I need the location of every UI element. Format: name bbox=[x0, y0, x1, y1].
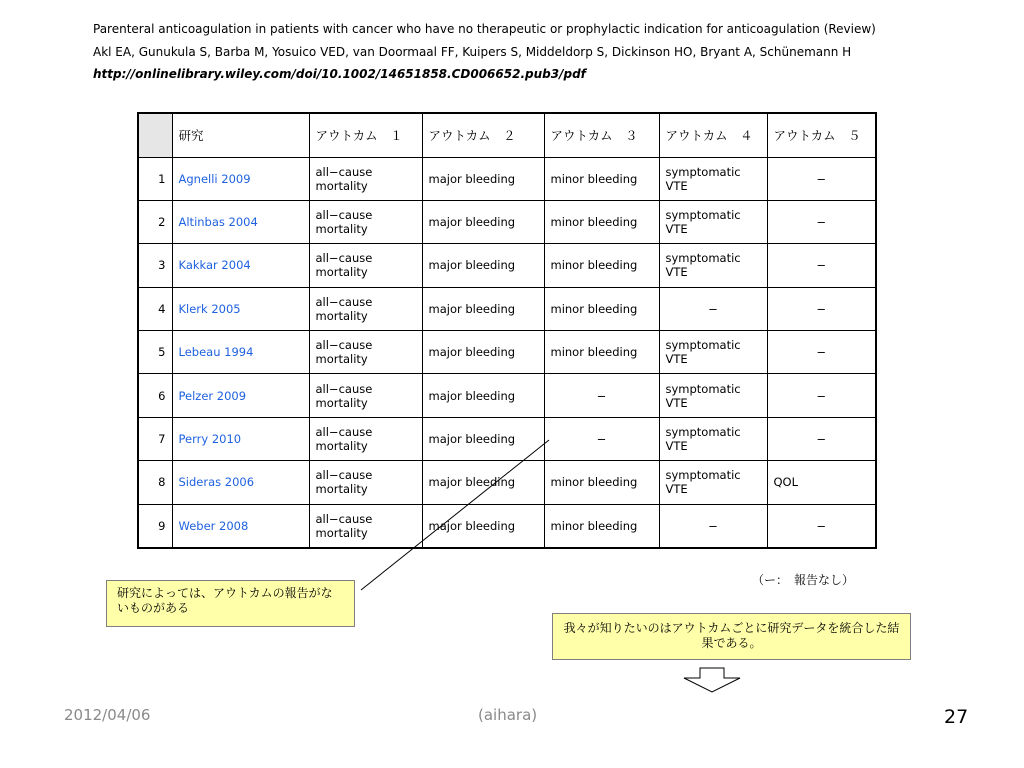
header-cell-outcome-4: アウトカム ４ bbox=[659, 113, 767, 157]
connector-line bbox=[361, 440, 549, 590]
study-name-cell[interactable]: Altinbas 2004 bbox=[172, 200, 309, 243]
row-number-cell: 4 bbox=[138, 287, 172, 330]
study-name-cell[interactable]: Weber 2008 bbox=[172, 504, 309, 547]
outcome-1-cell: all−cause mortality bbox=[309, 200, 422, 243]
outcome-1-cell: all−cause mortality bbox=[309, 244, 422, 287]
outcome-4-cell: symptomatic VTE bbox=[659, 417, 767, 460]
row-number-cell: 9 bbox=[138, 504, 172, 547]
outcome-3-cell: minor bleeding bbox=[544, 461, 659, 504]
study-name-cell[interactable]: Klerk 2005 bbox=[172, 287, 309, 330]
callout-missing-outcomes: 研究によっては、アウトカムの報告がないものがある bbox=[106, 580, 355, 627]
outcome-3-cell: − bbox=[544, 417, 659, 460]
outcome-5-cell: − bbox=[767, 157, 876, 200]
outcome-4-cell: symptomatic VTE bbox=[659, 157, 767, 200]
outcome-1-cell: all−cause mortality bbox=[309, 417, 422, 460]
outcome-4-cell: symptomatic VTE bbox=[659, 331, 767, 374]
callout-goal: 我々が知りたいのはアウトカムごとに研究データを統合した結果である。 bbox=[552, 613, 911, 660]
reference-authors: Akl EA, Gunukula S, Barba M, Yosuico VED, van Doormaal FF, Kuipers S, Middeldorp S, Dickinson HO, Bryant A, Schünemann H bbox=[93, 45, 852, 59]
outcome-2-cell: major bleeding bbox=[422, 157, 544, 200]
outcome-1-cell: all−cause mortality bbox=[309, 374, 422, 417]
reference-url[interactable]: http://onlinelibrary.wiley.com/doi/10.1002/14651858.CD006652.pub3/pdf bbox=[93, 67, 586, 81]
study-name-cell[interactable]: Kakkar 2004 bbox=[172, 244, 309, 287]
outcome-4-cell: symptomatic VTE bbox=[659, 244, 767, 287]
outcome-2-cell: major bleeding bbox=[422, 374, 544, 417]
outcome-5-cell: − bbox=[767, 504, 876, 547]
study-name-cell[interactable]: Pelzer 2009 bbox=[172, 374, 309, 417]
row-number-cell: 5 bbox=[138, 331, 172, 374]
outcome-3-cell: minor bleeding bbox=[544, 157, 659, 200]
row-number-cell: 2 bbox=[138, 200, 172, 243]
footer-date: 2012/04/06 bbox=[64, 706, 151, 724]
outcome-2-cell: major bleeding bbox=[422, 200, 544, 243]
outcome-5-cell: − bbox=[767, 200, 876, 243]
legend-no-report: （ー： 報告なし） bbox=[752, 573, 855, 587]
outcome-3-cell: minor bleeding bbox=[544, 504, 659, 547]
outcome-4-cell: − bbox=[659, 287, 767, 330]
outcome-1-cell: all−cause mortality bbox=[309, 461, 422, 504]
study-name-cell[interactable]: Perry 2010 bbox=[172, 417, 309, 460]
outcome-5-cell: − bbox=[767, 244, 876, 287]
header-cell-outcome-3: アウトカム ３ bbox=[544, 113, 659, 157]
outcome-5-cell: − bbox=[767, 374, 876, 417]
outcome-2-cell: major bleeding bbox=[422, 244, 544, 287]
study-name-cell[interactable]: Lebeau 1994 bbox=[172, 331, 309, 374]
outcome-5-cell: QOL bbox=[767, 461, 876, 504]
row-number-cell: 6 bbox=[138, 374, 172, 417]
outcome-1-cell: all−cause mortality bbox=[309, 331, 422, 374]
outcome-3-cell: minor bleeding bbox=[544, 200, 659, 243]
outcome-2-cell: major bleeding bbox=[422, 287, 544, 330]
outcome-3-cell: minor bleeding bbox=[544, 331, 659, 374]
footer-author: (aihara) bbox=[478, 706, 538, 724]
outcome-1-cell: all−cause mortality bbox=[309, 287, 422, 330]
outcome-3-cell: − bbox=[544, 374, 659, 417]
outcome-2-cell: major bleeding bbox=[422, 504, 544, 547]
reference-title: Parenteral anticoagulation in patients with cancer who have no therapeutic or prophylactic indication for anticoagulation (Review) bbox=[93, 22, 876, 36]
study-name-cell[interactable]: Sideras 2006 bbox=[172, 461, 309, 504]
outcome-3-cell: minor bleeding bbox=[544, 244, 659, 287]
outcome-2-cell: major bleeding bbox=[422, 417, 544, 460]
row-number-cell: 7 bbox=[138, 417, 172, 460]
slide-number: 27 bbox=[944, 706, 969, 728]
header-cell-outcome-1: アウトカム １ bbox=[309, 113, 422, 157]
outcome-4-cell: symptomatic VTE bbox=[659, 374, 767, 417]
row-number-cell: 8 bbox=[138, 461, 172, 504]
header-cell-outcome-2: アウトカム ２ bbox=[422, 113, 544, 157]
outcome-1-cell: all−cause mortality bbox=[309, 504, 422, 547]
row-number-cell: 1 bbox=[138, 157, 172, 200]
row-number-cell: 3 bbox=[138, 244, 172, 287]
outcome-5-cell: − bbox=[767, 331, 876, 374]
outcome-3-cell: minor bleeding bbox=[544, 287, 659, 330]
outcome-4-cell: symptomatic VTE bbox=[659, 461, 767, 504]
outcome-4-cell: symptomatic VTE bbox=[659, 200, 767, 243]
outcome-4-cell: − bbox=[659, 504, 767, 547]
outcome-2-cell: major bleeding bbox=[422, 461, 544, 504]
outcome-1-cell: all−cause mortality bbox=[309, 157, 422, 200]
outcome-2-cell: major bleeding bbox=[422, 331, 544, 374]
outcome-5-cell: − bbox=[767, 287, 876, 330]
study-name-cell[interactable]: Agnelli 2009 bbox=[172, 157, 309, 200]
header-cell-outcome-5: アウトカム ５ bbox=[767, 113, 876, 157]
header-cell-study: 研究 bbox=[172, 113, 309, 157]
outcome-5-cell: − bbox=[767, 417, 876, 460]
